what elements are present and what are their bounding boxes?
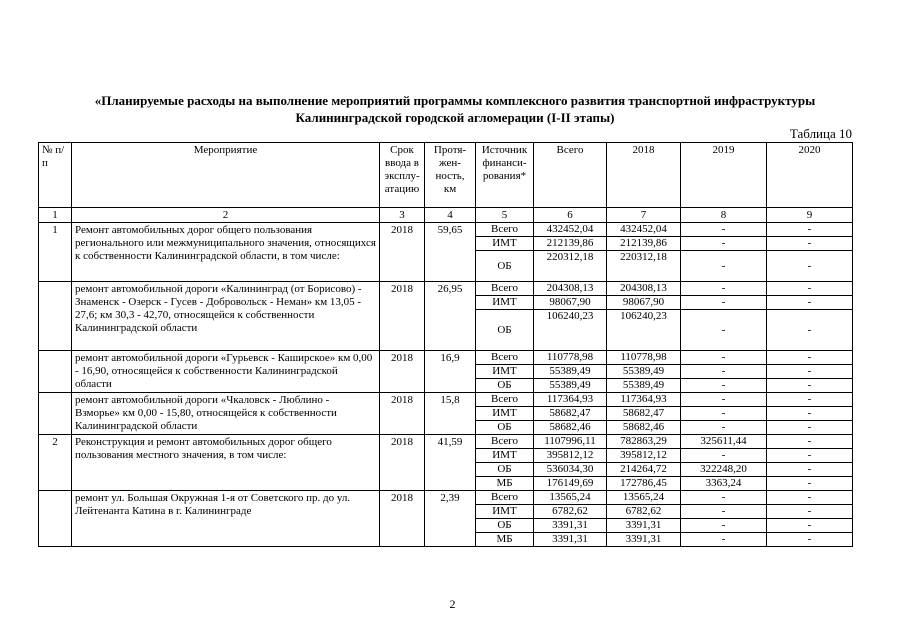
funding-source: ИМТ [476,237,534,251]
value-2019: - [681,505,767,519]
value-2019: - [681,393,767,407]
total-value: 55389,49 [534,365,607,379]
document-title: «Планируемые расходы на выполнение мероприятий программы комплексного развития транспортной инфраструктуры Калининградской городской агломерации (I-II этапы) [94,93,816,125]
row-number: 2 [39,435,72,491]
value-2020: - [767,296,853,310]
table-row [39,223,853,237]
value-2018: 172786,45 [607,477,681,491]
column-number: 4 [425,208,476,223]
value-2020: - [767,223,853,237]
row-number [39,282,72,351]
length-km: 26,95 [425,282,476,351]
event-name: ремонт ул. Большая Окружная 1-я от Советского пр. до ул. Лейтенанта Катина в г. Калининграде [72,491,380,547]
expenses-table [38,142,853,547]
total-value: 3391,31 [534,519,607,533]
commission-term: 2018 [380,351,425,393]
commission-term: 2018 [380,435,425,491]
value-2020: - [767,393,853,407]
header-2020: 2020 [767,143,853,208]
value-2018: 106240,23 [607,310,681,351]
commission-term: 2018 [380,393,425,435]
table-row [39,351,853,365]
value-2018: 6782,62 [607,505,681,519]
value-2018: 214264,72 [607,463,681,477]
value-2019: - [681,282,767,296]
total-value: 13565,24 [534,491,607,505]
page-number: 2 [449,597,456,611]
total-value: 6782,62 [534,505,607,519]
column-number: 5 [476,208,534,223]
table-row [39,491,853,505]
funding-source: ИМТ [476,505,534,519]
value-2020: - [767,533,853,547]
value-2018: 98067,90 [607,296,681,310]
value-2019: - [681,421,767,435]
length-km: 41,59 [425,435,476,491]
total-value: 58682,46 [534,421,607,435]
value-2018: 212139,86 [607,237,681,251]
column-number: 2 [72,208,380,223]
commission-term: 2018 [380,223,425,282]
funding-source: ОБ [476,463,534,477]
event-name: ремонт автомобильной дороги «Гурьевск - Каширское» км 0,00 - 16,90, относящейся к собственности Калининградской области [72,351,380,393]
funding-source: ОБ [476,251,534,282]
header-total: Всего [534,143,607,208]
row-number: 1 [39,223,72,282]
total-value: 1107996,11 [534,435,607,449]
funding-source: Всего [476,223,534,237]
value-2020: - [767,477,853,491]
value-2019: 3363,24 [681,477,767,491]
funding-source: Всего [476,351,534,365]
column-number: 8 [681,208,767,223]
value-2018: 432452,04 [607,223,681,237]
header-2019: 2019 [681,143,767,208]
value-2019: - [681,491,767,505]
event-name: Ремонт автомобильных дорог общего пользования регионального или межмуниципального значения, относящихся к собственности Калининградской области, в том числе: [72,223,380,282]
value-2019: - [681,223,767,237]
value-2019: - [681,449,767,463]
table-row [39,435,853,449]
column-number: 3 [380,208,425,223]
value-2019: - [681,365,767,379]
header-term: Срок ввода в эксплу-атацию [380,143,425,208]
funding-source: ИМТ [476,449,534,463]
header-event: Мероприятие [72,143,380,208]
header-2018: 2018 [607,143,681,208]
value-2020: - [767,421,853,435]
funding-source: ИМТ [476,365,534,379]
total-value: 432452,04 [534,223,607,237]
value-2020: - [767,237,853,251]
value-2018: 110778,98 [607,351,681,365]
funding-source: Всего [476,491,534,505]
event-name: ремонт автомобильной дороги «Чкаловск - Люблино - Взморье» км 0,00 - 15,80, относящейся к собственности Калининградской области [72,393,380,435]
commission-term: 2018 [380,491,425,547]
value-2019: - [681,351,767,365]
column-number: 6 [534,208,607,223]
row-number [39,351,72,393]
total-value: 98067,90 [534,296,607,310]
value-2020: - [767,505,853,519]
value-2020: - [767,407,853,421]
funding-source: Всего [476,435,534,449]
total-value: 204308,13 [534,282,607,296]
value-2019: 325611,44 [681,435,767,449]
value-2019: - [681,237,767,251]
total-value: 212139,86 [534,237,607,251]
value-2018: 55389,49 [607,365,681,379]
value-2018: 782863,29 [607,435,681,449]
column-number: 9 [767,208,853,223]
row-number [39,491,72,547]
value-2019: - [681,310,767,351]
funding-source: МБ [476,477,534,491]
total-value: 536034,30 [534,463,607,477]
total-value: 395812,12 [534,449,607,463]
total-value: 3391,31 [534,533,607,547]
row-number [39,393,72,435]
commission-term: 2018 [380,282,425,351]
header-length: Протя-жен-ность, км [425,143,476,208]
column-number: 1 [39,208,72,223]
value-2018: 3391,31 [607,519,681,533]
funding-source: ИМТ [476,407,534,421]
total-value: 55389,49 [534,379,607,393]
event-name: ремонт автомобильной дороги «Калининград (от Борисово) - Знаменск - Озерск - Гусев - Добровольск - Неман» км 13,05 - 27,6; км 30,3 - 42,70, относящейся к собственности Калининградской области [72,282,380,351]
funding-source: ОБ [476,379,534,393]
column-number: 7 [607,208,681,223]
value-2019: - [681,296,767,310]
value-2020: - [767,251,853,282]
value-2020: - [767,491,853,505]
total-value: 58682,47 [534,407,607,421]
funding-source: ОБ [476,310,534,351]
value-2019: - [681,533,767,547]
event-name: Реконструкция и ремонт автомобильных дорог общего пользования местного значения, в том числе: [72,435,380,491]
length-km: 15,8 [425,393,476,435]
total-value: 117364,93 [534,393,607,407]
table-label: Таблица 10 [789,126,852,141]
value-2018: 204308,13 [607,282,681,296]
header-source: Источник финанси-рования* [476,143,534,208]
total-value: 110778,98 [534,351,607,365]
column-number-row [39,208,853,223]
value-2018: 58682,47 [607,407,681,421]
value-2018: 13565,24 [607,491,681,505]
value-2020: - [767,449,853,463]
value-2019: - [681,407,767,421]
value-2018: 395812,12 [607,449,681,463]
value-2020: - [767,365,853,379]
value-2019: - [681,251,767,282]
value-2018: 55389,49 [607,379,681,393]
funding-source: ОБ [476,519,534,533]
length-km: 59,65 [425,223,476,282]
funding-source: ОБ [476,421,534,435]
value-2018: 220312,18 [607,251,681,282]
total-value: 220312,18 [534,251,607,282]
value-2018: 3391,31 [607,533,681,547]
length-km: 2,39 [425,491,476,547]
value-2020: - [767,379,853,393]
funding-source: Всего [476,393,534,407]
funding-source: ИМТ [476,296,534,310]
value-2020: - [767,435,853,449]
total-value: 106240,23 [534,310,607,351]
funding-source: Всего [476,282,534,296]
value-2020: - [767,310,853,351]
funding-source: МБ [476,533,534,547]
length-km: 16,9 [425,351,476,393]
total-value: 176149,69 [534,477,607,491]
value-2020: - [767,519,853,533]
header-num: № п/п [39,143,72,208]
value-2019: - [681,519,767,533]
value-2019: 322248,20 [681,463,767,477]
header-row [39,143,853,208]
value-2018: 117364,93 [607,393,681,407]
value-2018: 58682,46 [607,421,681,435]
value-2020: - [767,351,853,365]
table-row [39,393,853,407]
value-2020: - [767,282,853,296]
value-2020: - [767,463,853,477]
table-row [39,282,853,296]
value-2019: - [681,379,767,393]
